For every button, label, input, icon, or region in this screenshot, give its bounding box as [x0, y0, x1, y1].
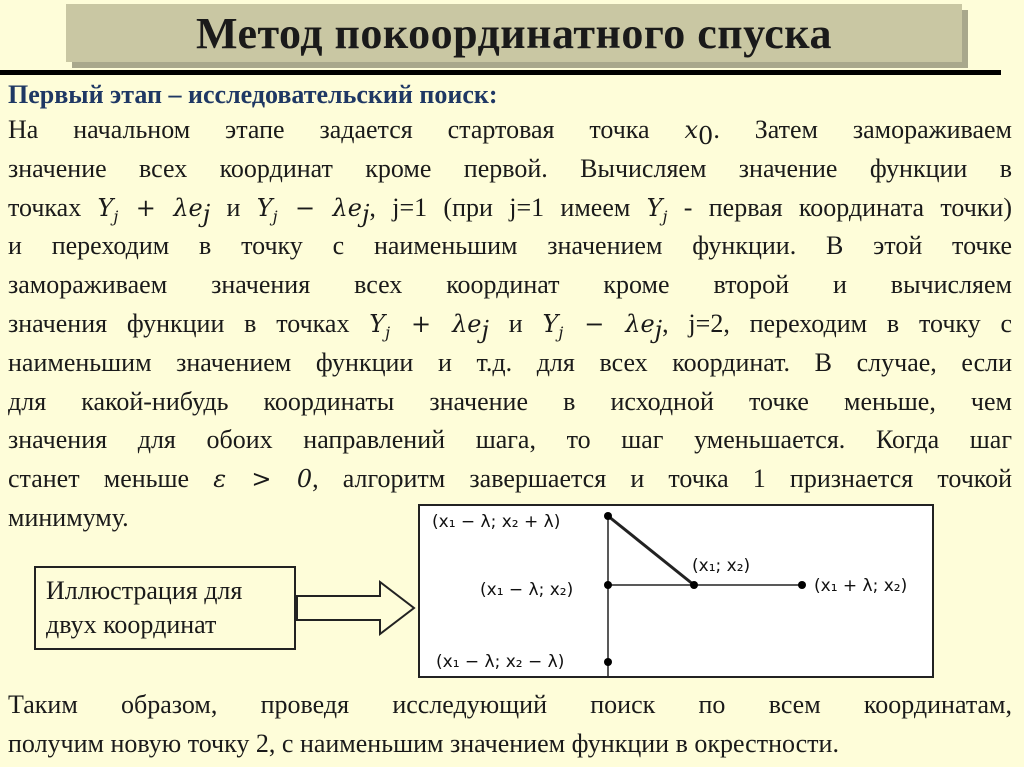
label-top-left: (x₁ − λ; x₂ + λ) — [432, 512, 561, 532]
point-center — [690, 581, 698, 589]
point-top-left — [604, 512, 612, 520]
paragraph-line: получим новую точку 2, с наименьшим значением функции в окрестности. — [8, 728, 839, 758]
title-banner — [66, 4, 962, 62]
paragraph-line: значение всех координат кроме первой. Вычисляем значение функции в — [8, 153, 1012, 183]
callout-line: Иллюстрация для — [46, 576, 243, 605]
page-title: Метод покоординатного спуска — [196, 8, 832, 58]
paragraph-line: замораживаем значения всех координат кроме второй и вычисляем — [8, 270, 1012, 300]
paragraph-line: наименьшим значением функции и т.д. для всех координат. В случае, если — [8, 347, 1012, 377]
point-mid-left — [604, 581, 612, 589]
title-divider — [0, 70, 1001, 75]
main-paragraph — [8, 111, 1012, 538]
label-mid-left: (x₁ − λ; x₂) — [480, 580, 574, 600]
paragraph-line: значения функции в точках $Y_j + \lambda e_j$ и $Y_j - \lambda e_j$, j=2, переходим в точку с — [8, 308, 1013, 345]
paragraph-line: станет меньше ε > 0, алгоритм завершается и точка 1 признается точкой — [8, 464, 1013, 494]
conclusion-paragraph — [8, 686, 1012, 764]
paragraph-line: точках $Y_j + \lambda e_j$ и $Y_j - \lambda e_j$, j=1 (при j=1 имеем $Y_j$ - первая координата точки) — [8, 192, 1012, 228]
callout-line: двух координат — [46, 610, 217, 639]
label-center: (x₁; x₂) — [692, 556, 751, 576]
coordinate-diagram — [418, 504, 934, 678]
point-bottom-left — [604, 658, 612, 666]
paragraph-line: и переходим в точку с наименьшим значением функции. В этой точке — [8, 231, 1012, 261]
label-bottom-left: (x₁ − λ; x₂ − λ) — [436, 652, 565, 672]
label-right: (x₁ + λ; x₂) — [814, 576, 908, 596]
paragraph-line: На начальном этапе задается стартовая точка $x_0$. Затем замораживаем — [8, 115, 1012, 151]
paragraph-line: Таким образом, проведя исследующий поиск по всем координатам, — [8, 690, 1012, 719]
point-right — [798, 581, 806, 589]
paragraph-line: минимуму. — [8, 502, 129, 532]
illustration-callout — [34, 566, 296, 650]
stage-heading: Первый этап – исследовательский поиск: — [8, 80, 498, 109]
paragraph-line: для какой-нибудь координаты значение в исходной точке меньше, чем — [8, 386, 1012, 416]
paragraph-line: значения для обоих направлений шага, то шаг уменьшается. Когда шаг — [8, 425, 1012, 455]
right-arrow-icon — [296, 578, 418, 638]
